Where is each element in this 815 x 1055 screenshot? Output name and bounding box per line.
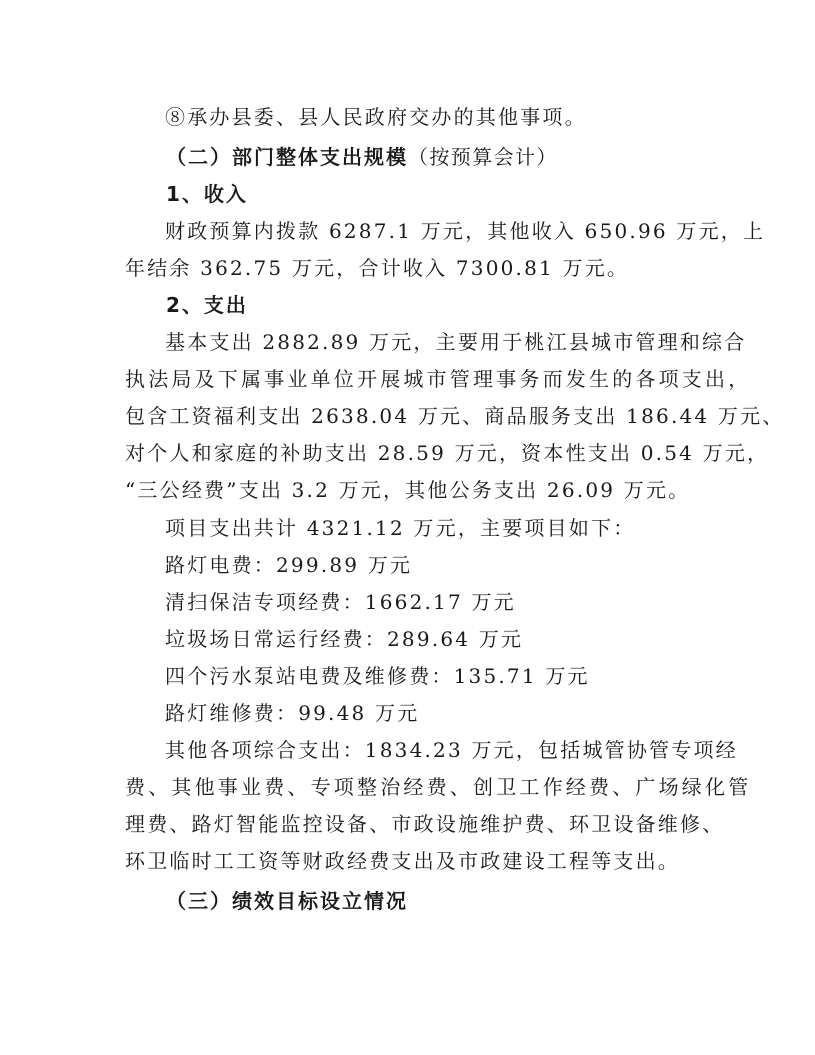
expenditure-heading: 2、支出 <box>166 293 248 317</box>
project-item: 垃圾场日常运行经费：289.64 万元 <box>165 627 524 651</box>
income-line-1: 财政预算内拨款 6287.1 万元，其他收入 650.96 万元，上 <box>165 219 766 243</box>
section-2-note: （按预算会计） <box>408 145 558 169</box>
other-line-3: 理费、路灯智能监控设备、市政设施维护费、环卫设备维修、 <box>125 812 725 836</box>
project-item: 路灯电费：299.89 万元 <box>165 553 413 577</box>
item-8-text: ⑧承办县委、县人民政府交办的其他事项。 <box>165 105 587 129</box>
income-line-2: 年结余 362.75 万元，合计收入 7300.81 万元。 <box>125 256 630 280</box>
section-3-heading: （三）绩效目标设立情况 <box>166 889 408 913</box>
income-heading: 1、收入 <box>166 182 248 206</box>
other-line-1: 其他各项综合支出：1834.23 万元，包括城管协管专项经 <box>165 738 738 762</box>
basic-line-2: 执法局及下属事业单位开展城市管理事务而发生的各项支出， <box>125 367 752 391</box>
basic-line-3: 包含工资福利支出 2638.04 万元、商品服务支出 186.44 万元、 <box>125 404 785 428</box>
section-2-title: （二）部门整体支出规模 <box>166 145 408 169</box>
basic-line-5: “三公经费”支出 3.2 万元，其他公务支出 26.09 万元。 <box>125 478 691 502</box>
other-line-4: 环卫临时工工资等财政经费支出及市政建设工程等支出。 <box>125 849 680 873</box>
project-item: 清扫保洁专项经费：1662.17 万元 <box>165 590 516 614</box>
other-line-2: 费、其他事业费、专项整治经费、创卫工作经费、广场绿化管 <box>125 775 752 799</box>
section-2-heading <box>166 143 558 171</box>
basic-line-1: 基本支出 2882.89 万元，主要用于桃江县城市管理和综合 <box>165 330 747 354</box>
project-item: 路灯维修费：99.48 万元 <box>165 701 420 725</box>
basic-line-4: 对个人和家庭的补助支出 28.59 万元，资本性支出 0.54 万元， <box>125 441 770 465</box>
project-item: 四个污水泵站电费及维修费：135.71 万元 <box>165 664 590 688</box>
project-intro: 项目支出共计 4321.12 万元，主要项目如下： <box>165 516 636 540</box>
